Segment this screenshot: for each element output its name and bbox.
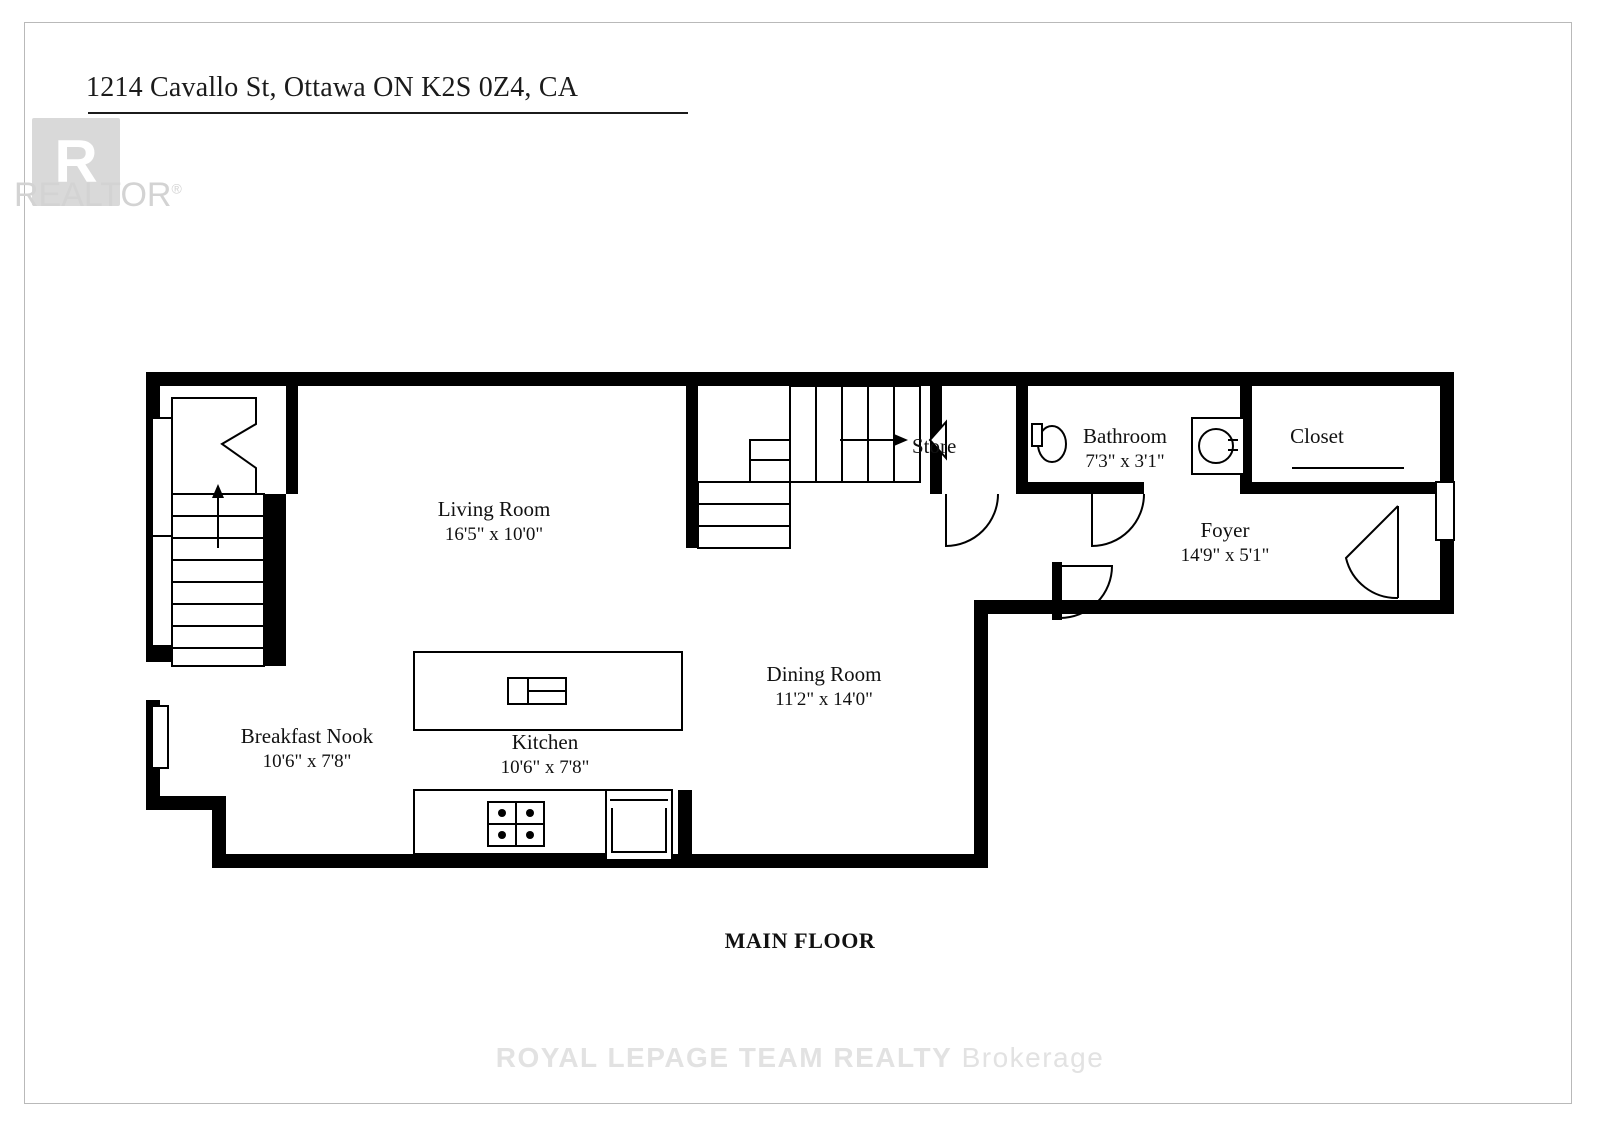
room-label-dining-room — [724, 661, 924, 713]
realtor-logo-letter: R — [54, 128, 98, 195]
brokerage-name: ROYAL LEPAGE TEAM REALTY — [495, 1042, 953, 1073]
page-title: 1214 Cavallo St, Ottawa ON K2S 0Z4, CA — [86, 72, 579, 103]
room-name: Foyer — [1200, 518, 1250, 542]
brokerage-suffix: Brokerage — [961, 1042, 1105, 1073]
main-staircase — [698, 386, 946, 548]
room-label-closet — [1252, 423, 1382, 450]
realtor-registered-mark: ® — [171, 180, 182, 197]
left-stair-bay — [152, 398, 264, 666]
room-name: Breakfast Nook — [240, 724, 374, 748]
room-dimensions: 7'3" x 3'1" — [1085, 451, 1165, 473]
room-name: Kitchen — [511, 730, 579, 754]
room-label-bathroom — [1030, 423, 1220, 475]
room-name: Closet — [1290, 424, 1344, 448]
room-name: Living Room — [437, 497, 551, 521]
room-dimensions: 11'2" x 14'0" — [775, 689, 873, 711]
windows — [1436, 482, 1454, 540]
realtor-word: REALTOR — [14, 176, 172, 214]
floor-caption: MAIN FLOOR — [724, 928, 876, 953]
room-dimensions: 14'9" x 5'1" — [1180, 545, 1270, 567]
room-name: Dining Room — [766, 662, 882, 686]
room-label-foyer — [1130, 517, 1320, 569]
room-label-store — [912, 433, 1042, 460]
room-label-living-room — [394, 496, 594, 548]
room-dimensions: 16'5" x 10'0" — [444, 524, 544, 546]
room-name: Bathroom — [1083, 424, 1167, 448]
room-dimensions: 10'6" x 7'8" — [262, 751, 352, 773]
room-dimensions: 10'6" x 7'8" — [500, 757, 590, 779]
room-label-kitchen — [450, 729, 640, 781]
room-name: Store — [912, 434, 957, 458]
room-label-breakfast-nook — [212, 723, 402, 775]
brokerage-watermark — [0, 1042, 1600, 1074]
